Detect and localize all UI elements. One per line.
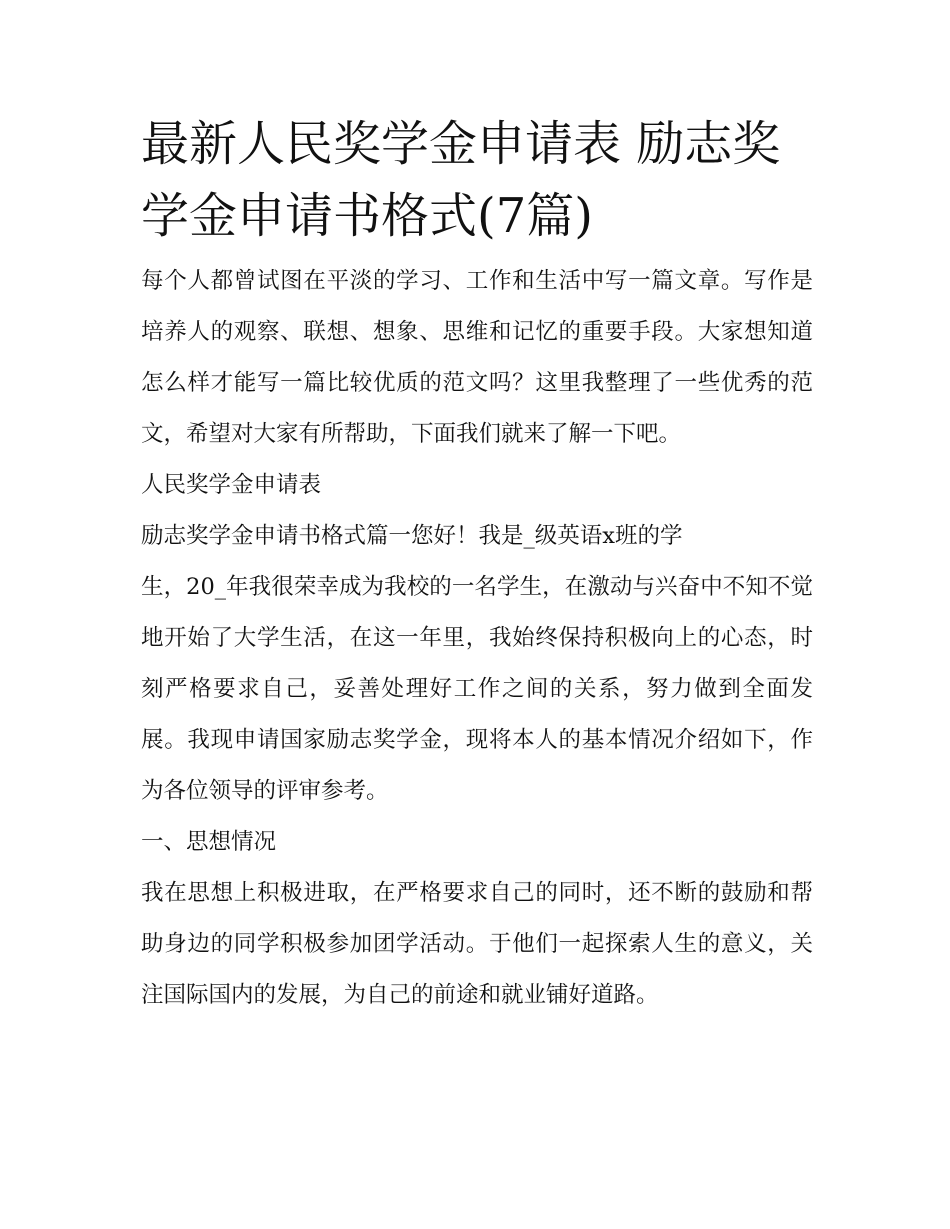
intro-paragraph: 每个人都曾试图在平淡的学习、工作和生活中写一篇文章。写作是培养人的观察、联想、想象、思维和记忆的重要手段。大家想知道怎么样才能写一篇比较优质的范文吗？这里我整理了一些优秀的范文，希望对大家有所帮助，下面我们就来了解一下吧。 xyxy=(141,268,813,447)
section-heading: 人民奖学金申请表 xyxy=(141,472,322,498)
document-title: 最新人民奖学金申请表 励志奖学金申请书格式(7篇) xyxy=(141,116,781,244)
subsection-heading: 一、思想情况 xyxy=(141,829,277,855)
document-page xyxy=(141,108,813,1021)
letter-body-paragraph: 生，20_年我很荣幸成为我校的一名学生，在激动与兴奋中不知不觉地开始了大学生活，在这一年里，我始终保持积极向上的心态，时刻严格要求自己，妥善处理好工作之间的关系，努力做到全面发展。我现申请国家励志奖学金，现将本人的基本情况介绍如下，作为各位领导的评审参考。 xyxy=(141,574,813,804)
thought-paragraph: 我在思想上积极进取，在严格要求自己的同时，还不断的鼓励和帮助身边的同学积极参加团学活动。于他们一起探索人生的意义，关注国际国内的发展，为自己的前途和就业铺好道路。 xyxy=(141,880,813,1008)
letter-opening: 励志奖学金申请书格式篇一您好！我是_级英语x班的学 xyxy=(141,523,683,549)
